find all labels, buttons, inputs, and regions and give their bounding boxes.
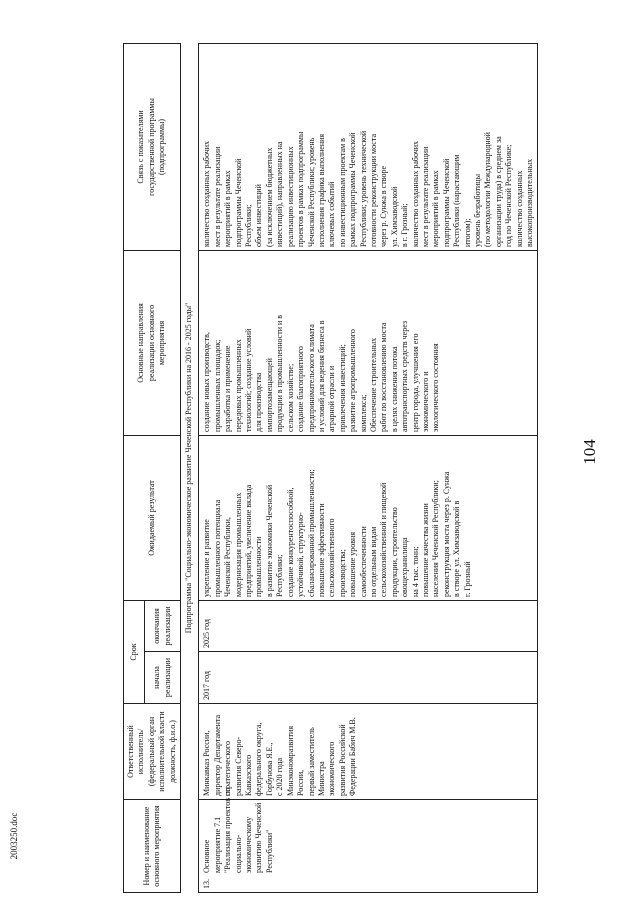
end-year-cell: 2025 год (198, 600, 537, 651)
responsible-cell: Минкавказ России, директор Департамента стратегического развития Северо- Кавказского федерального округа, Горбунова Я.Е., с 2020 года Минэкономразвития России, первый заместитель Министра экономического развития Российской Федерации Бабич М.В. (198, 703, 537, 799)
header-link: Связь с показателями государственной программы (подпрограммы) (123, 43, 180, 250)
table-row (198, 43, 537, 892)
header-name: Номер и наименование основного мероприятия (123, 799, 180, 892)
header-responsible: Ответственный исполнитель/ (федеральный орган исполнительной власти должность, ф.и.о.) (123, 703, 180, 799)
page-number: 104 (580, 439, 599, 465)
measure-name: Основное мероприятие 7.1 "Реализация проектов по социально- экономическому развитию Чеченской Республики" (201, 787, 274, 873)
header-term: Срок (123, 600, 144, 703)
directions-cell: создание новых производств, промышленных площадок; разработка и применение передовых промышленных технологий; создание условий для производства импортозамещающей продукции в промышленности и в сельском хозяйстве; создание благоприятного предпринимательского климата и условий для ведения бизнеса в аграрной отрасли и привлечения инвестиций; развитие агропромышленного комплекса; Обеспечение строительных работ по восстановлению моста в целях снижения потока автотранспортных средств через центр города, улучшения его экономического и экологического состояния (198, 250, 537, 435)
header-start: начала реализации (144, 651, 180, 703)
link-cell: количество созданных рабочих мест в результате реализации мероприятий в рамках подпрограммы Чеченской Республики; объем инвестиций (за исключением бюджетных инвестиций), направленных на реализацию инвестиционных проектов в рамках подпрограммы Чеченской Республики; уровень исполнения графика выполнения ключевых событий по инвестиционным проектам в рамках подпрограммы Чеченской Республики; уровень технической готовности реконструкции моста через р. Сунжа в створе ул. Химзаводской в г. Грозный; количество созданных рабочих мест в результате реализации мероприятий в рамках подпрограммы Чеченской Республики (нарастающим итогом); уровень безработицы (по методологии Международной организации труда) в среднем за год по Чеченской Республике; количество созданных высокопроизводительных (198, 43, 537, 250)
measures-table (123, 42, 538, 892)
start-year-cell: 2017 год (198, 651, 537, 703)
expected-result-cell: укрепление и развитие промышленного потенциала Чеченской Республики, модернизация промышленных предприятий, увеличение вклада промышленности в развитие экономики Чеченской Республики; создание конкурентоспособной, устойчивой, структурно- сбалансированной промышленности; повышение эффективности сельскохозяйственного производства; повышение уровня самообеспеченности по отдельным видам сельскохозяйственной и пищевой продукции, строительство овощехранилища на 4 тыс. тонн; повышение качества жизни населения Чеченской Республики; реконструкция моста через р. Сунжа в створе ул. Химзаводской в г. Грозный (198, 435, 537, 600)
header-expected-result: Ожидаемый результат (123, 435, 180, 600)
header-directions: Основные направления реализации основного мероприятия (123, 250, 180, 435)
subprogram-row (180, 43, 198, 892)
row-number: 13. (201, 878, 211, 889)
header-row-1 (123, 43, 144, 892)
header-end: окончания реализации (144, 600, 180, 651)
subprogram-title: Подпрограмма "Социально-экономическое развитие Чеченской Республики на 2016 - 2025 годы" (180, 43, 198, 892)
measure-name-cell (198, 787, 537, 892)
document-id: 2003250.doc (9, 812, 19, 860)
rotated-table-block (123, 44, 596, 893)
